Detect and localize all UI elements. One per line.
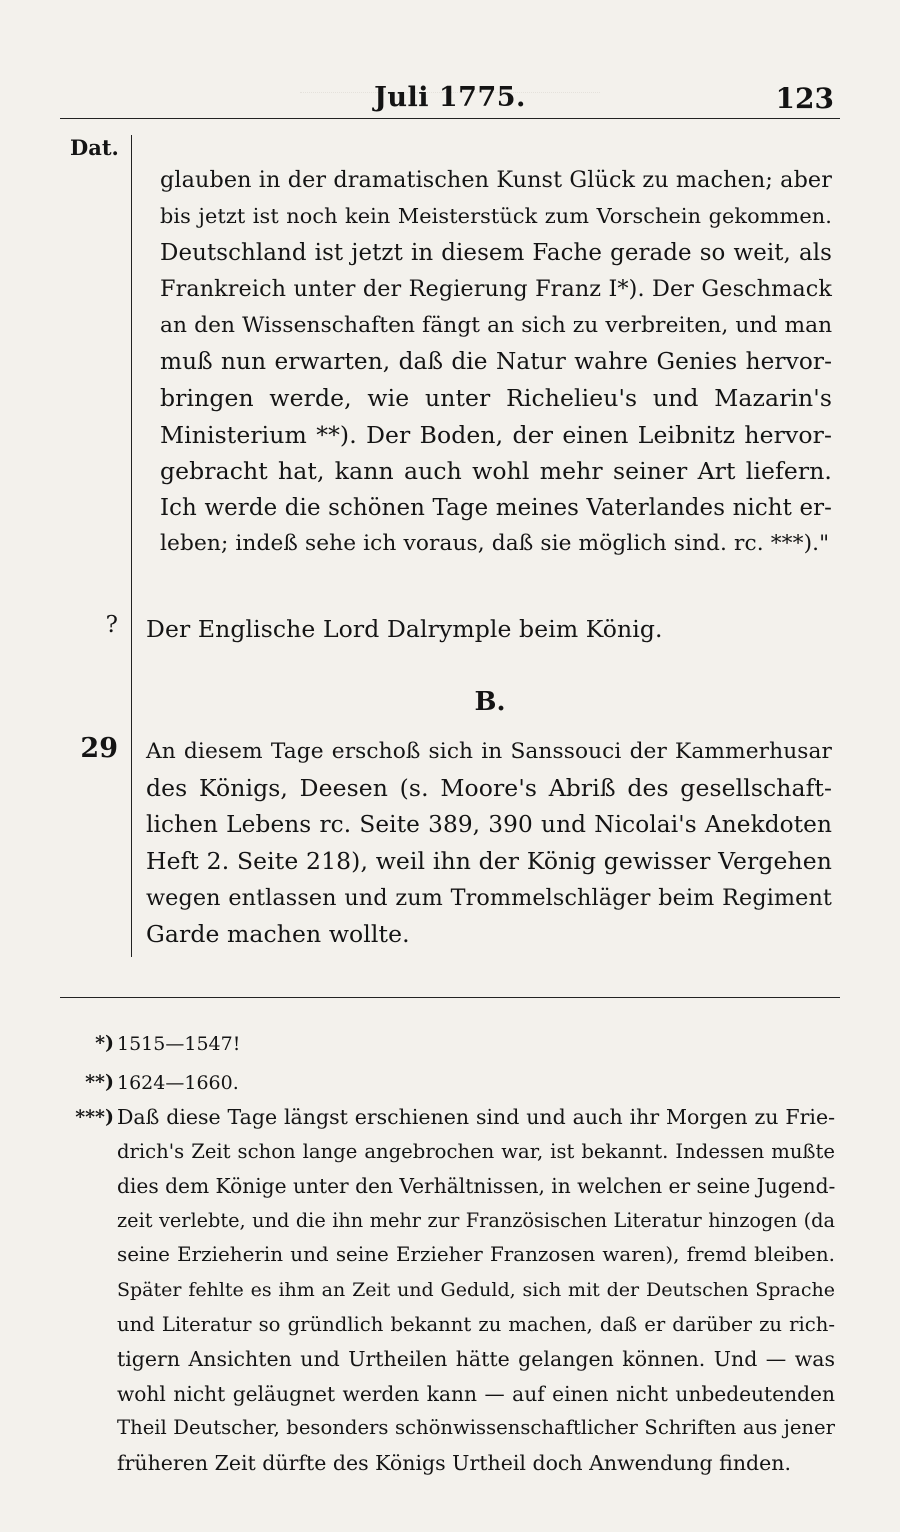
text-line: Garde machen wollte. <box>146 919 410 948</box>
date-29: 29 <box>80 733 118 764</box>
text-line: muß nun erwarten, daß die Natur wahre Genies hervor- <box>160 347 832 375</box>
entry-dalrymple <box>146 611 818 647</box>
footnote-line: früheren Zeit dürfte des Königs Urtheil doch Anwendung finden. <box>117 1450 792 1475</box>
text-line: Frankreich unter der Regierung Franz I*). Der Geschmack <box>160 276 832 303</box>
footnote-3-mark: ***) <box>75 1106 114 1128</box>
text-line: Deutschland ist jetzt in diesem Fache gerade so weit, als <box>160 239 832 266</box>
column-divider <box>131 135 132 957</box>
section-heading-b: B. <box>474 687 506 717</box>
footnote-line: Daß diese Tage längst erschienen sind und auch ihr Morgen zu Frie- <box>117 1105 835 1129</box>
footnote-1-mark: *) <box>95 1032 114 1054</box>
text-line: bis jetzt ist noch kein Meisterstück zum Vorschein gekommen. <box>160 204 832 229</box>
text-line: glauben in der dramatischen Kunst Glück zu machen; aber <box>160 167 832 193</box>
footnote-line: wohl nicht geläugnet werden kann — auf einen nicht unbedeutenden <box>117 1381 835 1406</box>
text-line: wegen entlassen und zum Trommelschläger beim Regiment <box>146 884 832 911</box>
footnote-line: Später fehlte es ihm an Zeit und Geduld, sich mit der Deutschen Sprache <box>117 1278 835 1301</box>
footnote-line: seine Erzieherin und seine Erzieher Franzosen waren), fremd bleiben. <box>117 1243 835 1267</box>
footnote-2-text: 1624—1660. <box>117 1072 239 1094</box>
text-line: leben; indeß sehe ich voraus, daß sie möglich sind. rc. ***)." <box>160 530 830 556</box>
running-header-title: Juli 1775. <box>374 82 526 113</box>
text-line: Ich werde die schönen Tage meines Vaterlandes nicht er- <box>160 494 832 521</box>
footnote-line: Theil Deutscher, besonders schönwissenschaftlicher Schriften aus jener <box>117 1416 835 1440</box>
footnote-line: drich's Zeit schon lange angebrochen war, ist bekannt. Indessen mußte <box>117 1139 835 1163</box>
page-number: 123 <box>775 82 834 115</box>
text-line: gebracht hat, kann auch wohl mehr seiner Art liefern. <box>160 457 832 486</box>
text-line: an den Wissenschaften fängt an sich zu verbreiten, und man <box>160 312 833 338</box>
footnote-rule <box>60 997 840 998</box>
text-line: An diesem Tage erschoß sich in Sanssouci der Kammerhusar <box>146 739 832 764</box>
header-rule <box>60 118 840 119</box>
footnote-line: zeit verlebte, und die ihn mehr zur Französischen Literatur hinzogen (da <box>117 1208 835 1232</box>
footnote-line: dies dem Könige unter den Verhältnissen, in welchen er seine Jugend- <box>117 1174 836 1199</box>
continuation-paragraph <box>160 162 832 562</box>
text-line: Heft 2. Seite 218), weil ihn der König gewisser Vergehen <box>146 847 832 876</box>
footnote-1-text: 1515—1547! <box>117 1033 241 1055</box>
text-line: des Königs, Deesen (s. Moore's Abriß des gesellschaft- <box>146 774 832 803</box>
text-line: Ministerium **). Der Boden, der einen Leibnitz hervor- <box>160 420 832 449</box>
footnote-line: tigern Ansichten und Urtheilen hätte gelangen können. Und — was <box>117 1347 835 1372</box>
footnote-2-mark: **) <box>85 1071 114 1093</box>
date-question-mark: ? <box>105 612 118 638</box>
text-line: bringen werde, wie unter Richelieu's und Mazarin's <box>160 384 832 413</box>
entry-dalrymple-text: Der Englische Lord Dalrymple beim König. <box>146 615 663 643</box>
footnote-line: und Literatur so gründlich bekannt zu machen, daß er darüber zu rich- <box>117 1312 835 1336</box>
text-line: lichen Lebens rc. Seite 389, 390 und Nicolai's Anekdoten <box>146 810 832 838</box>
footnote-3-text <box>117 1100 835 1481</box>
date-column-label: Dat. <box>70 135 119 160</box>
entry-29-paragraph <box>146 734 832 952</box>
